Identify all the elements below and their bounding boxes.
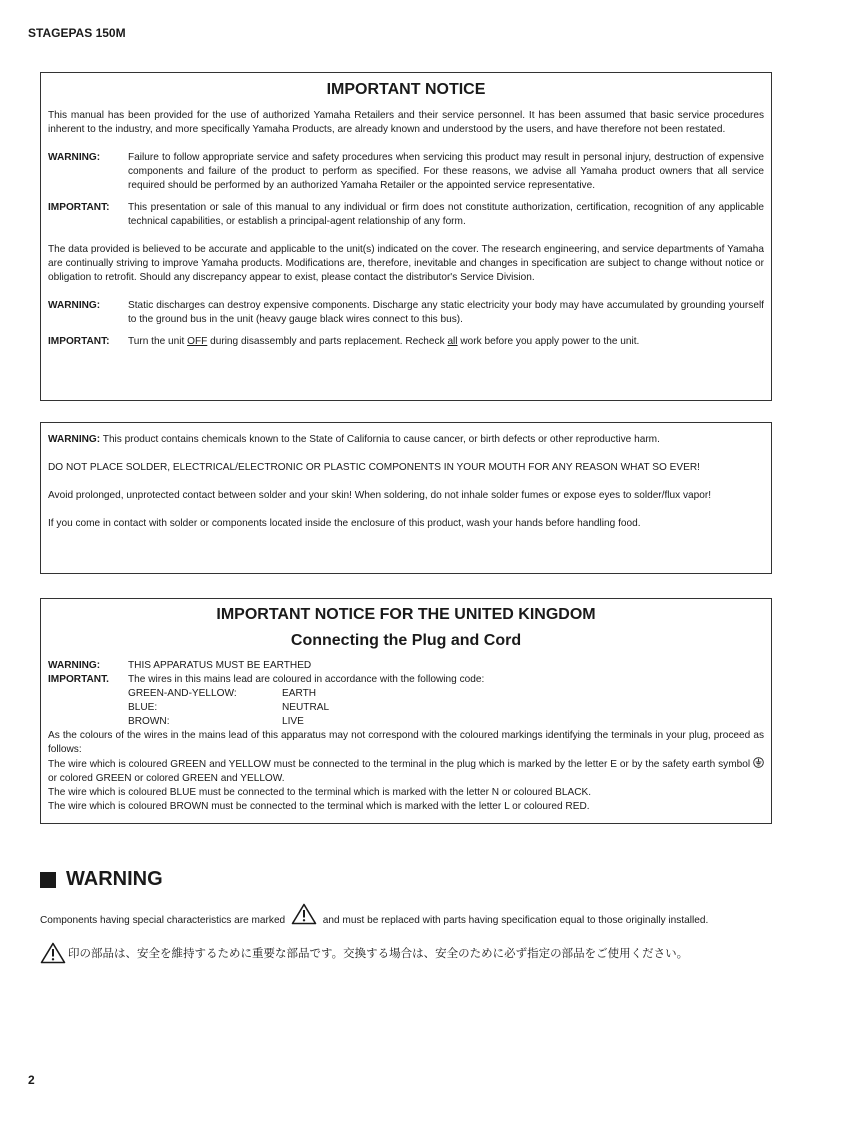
wire-code-row <box>48 687 764 701</box>
warning-label: WARNING: <box>48 660 101 671</box>
warning-text: THIS APPARATUS MUST BE EARTHED <box>128 660 312 671</box>
underlined-all: all <box>447 336 458 347</box>
uk-para-3: The wire which is coloured BLUE must be connected to the terminal which is marked with the letter N or coloured BLACK. <box>48 787 592 798</box>
solder-contact-text: If you come in contact with solder or components located inside the enclosure of this product, wash your hands before handling food. <box>48 518 641 529</box>
uk-important <box>48 673 764 687</box>
wire-meaning: NEUTRAL <box>282 702 330 713</box>
square-bullet-icon <box>40 872 56 888</box>
warning-label: WARNING: <box>48 152 101 163</box>
important-label: IMPORTANT: <box>48 336 110 347</box>
uk-notice-box <box>40 598 772 824</box>
wire-code-row <box>48 715 764 729</box>
notice-warning-1 <box>48 151 764 193</box>
warning-label: WARNING: <box>48 434 101 445</box>
notice-intro: This manual has been provided for the use of authorized Yamaha Retailers and their service personnel. It has been assumed that basic service procedures inherent to the industry, and more specifically Yamaha Products, are already known and understood by the users, and have therefore not been restated. <box>48 110 764 135</box>
warning-heading-text: WARNING <box>66 868 163 890</box>
uk-para-4: The wire which is coloured BROWN must be connected to the terminal which is marked with the letter L or coloured RED. <box>48 801 590 812</box>
underlined-off: OFF <box>187 336 208 347</box>
warning-text: Static discharges can destroy expensive components. Discharge any static electricity your body may have accumulated by grounding yourself to the ground bus in the unit (heavy gauge black wires connect to this bus). <box>128 300 764 325</box>
page-number: 2 <box>28 1073 35 1087</box>
warning-label: WARNING: <box>48 300 101 311</box>
wire-code-row <box>48 701 764 715</box>
notice-warning-2 <box>48 299 764 327</box>
uk-para-1: As the colours of the wires in the mains lead of this apparatus may not correspond with the coloured markings identifying the terminals in your plug, proceed as follows: <box>48 730 764 755</box>
wire-meaning: LIVE <box>282 716 304 727</box>
uk-para-2: The wire which is coloured GREEN and YELLOW must be connected to the terminal in the plug which is marked by the letter E or by the safety earth symbol or colored GREEN or colored GREEN and YELLOW. <box>48 757 764 786</box>
warning-section-heading <box>40 868 163 891</box>
warning-text: Failure to follow appropriate service and safety procedures when servicing this product may result in personal injury, destruction of expensive components and failure of the product to perform as specified. For these reasons, we advise all Yamaha product owners that all service required should be performed by an authorized Yamaha Retailer or the appointed service representative. <box>128 152 764 191</box>
wire-color: BLUE: <box>128 702 158 713</box>
warning-triangle-icon <box>291 903 317 925</box>
document-header-title: STAGEPAS 150M <box>28 26 126 40</box>
warning-triangle-icon <box>40 942 66 964</box>
uk-notice-title: IMPORTANT NOTICE FOR THE UNITED KINGDOM <box>216 606 596 623</box>
earth-symbol-icon <box>753 757 764 768</box>
solder-avoid-text: Avoid prolonged, unprotected contact between solder and your skin! When soldering, do not inhale solder fumes or expose eyes to solder/flux vapor! <box>48 490 712 501</box>
important-notice-title: IMPORTANT NOTICE <box>326 81 486 98</box>
notice-important-1 <box>48 201 764 229</box>
warning-section-text: Components having special characteristics are marked and must be replaced with parts having specification equal to those originally installed. <box>40 889 774 928</box>
important-text: This presentation or sale of this manual to any individual or firm does not constitute authorization, certification, recognition of any applicable technical capabilities, or establish a principal-agent relationship of any form. <box>128 202 764 227</box>
japanese-warning-line <box>40 942 688 964</box>
uk-warning <box>48 659 764 673</box>
wire-color: BROWN: <box>128 716 170 727</box>
solder-caps-warning: DO NOT PLACE SOLDER, ELECTRICAL/ELECTRONIC OR PLASTIC COMPONENTS IN YOUR MOUTH FOR ANY REASON WHAT SO EVER! <box>48 462 700 473</box>
california-warning-box <box>40 422 772 574</box>
california-warning: WARNING: This product contains chemicals known to the State of California to cause cancer, or birth defects or other reproductive harm. <box>48 434 660 445</box>
wire-meaning: EARTH <box>282 688 317 699</box>
japanese-warning-text: 印の部品は、安全を維持するために重要な部品です。交換する場合は、安全のために必ず指定の部品をご使用ください。 <box>68 946 689 960</box>
notice-data-paragraph: The data provided is believed to be accurate and applicable to the unit(s) indicated on the cover. The research engineering, and service departments of Yamaha are continually striving to improve Yamaha products. Modifications are, therefore, inevitable and changes in specification are subject to change without notice or obligation to retrofit. Should any discrepancy appear to exist, please contact the distributor's Service Division. <box>48 244 764 283</box>
important-notice-box <box>40 72 772 401</box>
uk-notice-subtitle: Connecting the Plug and Cord <box>290 632 522 649</box>
important-text: The wires in this mains lead are coloured in accordance with the following code: <box>128 674 485 685</box>
wire-color: GREEN-AND-YELLOW: <box>128 688 237 699</box>
important-label: IMPORTANT. <box>48 674 109 685</box>
important-label: IMPORTANT: <box>48 202 110 213</box>
important-text: Turn the unit OFF during disassembly and parts replacement. Recheck all work before you apply power to the unit. <box>128 336 640 347</box>
notice-important-2 <box>48 335 764 349</box>
